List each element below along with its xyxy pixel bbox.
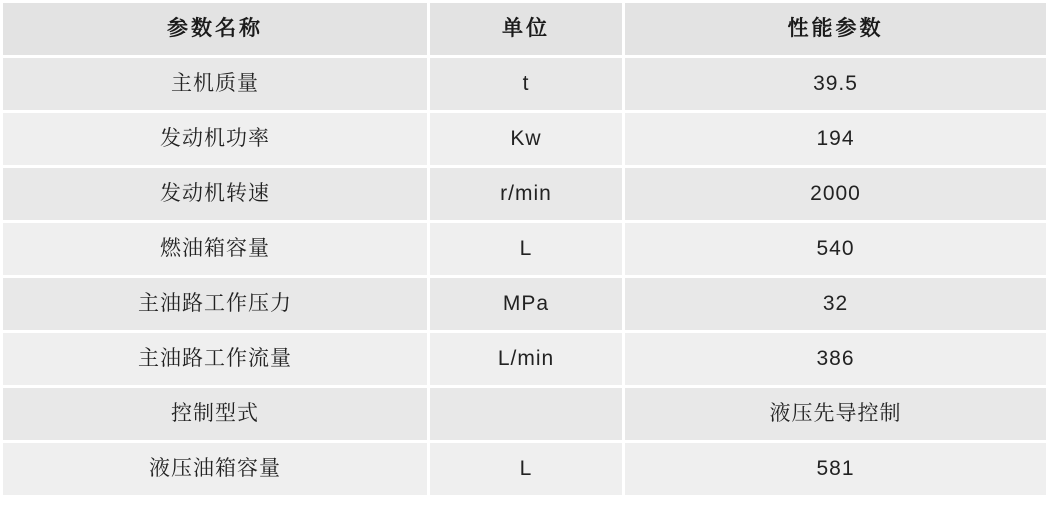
table-row (3, 443, 1046, 495)
row-cell-unit (430, 58, 622, 110)
row-name-text: 燃油箱容量 (160, 237, 270, 260)
row-unit-text: MPa (502, 292, 550, 315)
row-cell-name (3, 278, 427, 330)
row-cell-unit (430, 113, 622, 165)
row-unit-text: r/min (500, 182, 552, 205)
row-name-text: 发动机功率 (160, 127, 270, 150)
row-cell-name (3, 443, 427, 495)
row-value-text: 581 (816, 457, 855, 480)
table-row (3, 333, 1046, 385)
table-row (3, 58, 1046, 110)
row-cell-unit (430, 278, 622, 330)
row-cell-unit (430, 443, 622, 495)
table-body (3, 58, 1046, 495)
row-cell-name (3, 168, 427, 220)
row-unit-text: L/min (497, 347, 555, 370)
table-row (3, 223, 1046, 275)
row-cell-name (3, 333, 427, 385)
header-cell-parameter-name (3, 3, 427, 55)
row-value-text: 386 (816, 347, 855, 370)
row-cell-value (625, 113, 1046, 165)
row-unit-text: L (519, 457, 533, 480)
header-label-parameter-name: 参数名称 (167, 17, 263, 40)
row-name-text: 控制型式 (171, 402, 259, 425)
row-cell-unit (430, 388, 622, 440)
table-header (3, 3, 1046, 55)
row-value-text: 32 (822, 292, 849, 315)
row-value-text: 39.5 (813, 72, 858, 95)
row-name-text: 主油路工作流量 (138, 347, 292, 370)
row-value-text: 540 (816, 237, 855, 260)
row-cell-value (625, 168, 1046, 220)
table-row (3, 388, 1046, 440)
row-cell-name (3, 388, 427, 440)
row-unit-text: L (519, 237, 533, 260)
table-row (3, 168, 1046, 220)
header-cell-unit (430, 3, 622, 55)
header-label-unit: 单位 (502, 17, 550, 40)
row-cell-value (625, 443, 1046, 495)
row-cell-name (3, 113, 427, 165)
row-cell-value (625, 58, 1046, 110)
row-cell-unit (430, 333, 622, 385)
row-cell-unit (430, 223, 622, 275)
row-cell-value (625, 223, 1046, 275)
row-cell-value (625, 278, 1046, 330)
row-cell-value (625, 333, 1046, 385)
row-name-text: 主油路工作压力 (138, 292, 292, 315)
row-value-text: 液压先导控制 (769, 402, 902, 425)
row-name-text: 液压油箱容量 (149, 457, 281, 480)
header-cell-performance-value (625, 3, 1046, 55)
row-value-text: 2000 (810, 182, 861, 205)
table-row (3, 113, 1046, 165)
row-value-text: 194 (816, 127, 855, 150)
header-label-performance-value: 性能参数 (787, 17, 884, 40)
row-name-text: 发动机转速 (160, 182, 270, 205)
row-cell-name (3, 223, 427, 275)
row-cell-value (625, 388, 1046, 440)
row-unit-text: t (522, 72, 530, 95)
row-cell-name (3, 58, 427, 110)
row-unit-text: Kw (510, 127, 542, 150)
table-row (3, 278, 1046, 330)
table-header-row (3, 3, 1046, 55)
row-name-text: 主机质量 (171, 72, 259, 95)
row-cell-unit (430, 168, 622, 220)
